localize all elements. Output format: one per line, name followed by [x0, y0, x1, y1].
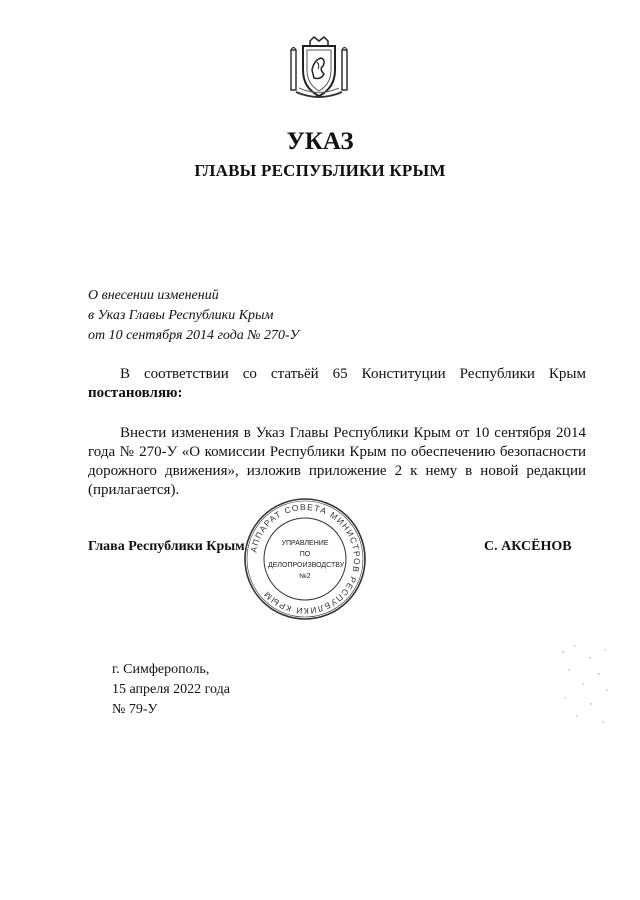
decree-paragraph: [88, 424, 586, 500]
preamble-paragraph: [88, 365, 586, 403]
decree-word: постановляю:: [88, 385, 183, 401]
city-line: г. Симферополь,: [112, 662, 210, 677]
preamble-text: В соответствии со статьёй 65 Конституции Республики Крым: [120, 366, 586, 382]
document-subtitle: ГЛАВЫ РЕСПУБЛИКИ КРЫМ: [194, 161, 446, 180]
stamp-outer-text: АППАРАТ СОВЕТА МИНИСТРОВ РЕСПУБЛИКИ КРЫМ: [248, 501, 363, 617]
scan-specks: [555, 640, 615, 730]
signatory-name: С. АКСЁНОВ: [484, 539, 572, 554]
subject-line-2: в Указ Главы Республики Крым: [88, 308, 274, 323]
date-line: 15 апреля 2022 года: [112, 682, 230, 697]
document-title: УКАЗ: [286, 128, 354, 155]
stamp-line-1: УПРАВЛЕНИЕ: [281, 540, 329, 547]
stamp-line-2: ПО: [299, 551, 311, 558]
decree-subject: [88, 286, 299, 346]
decree-paragraph-text: Внести изменения в Указ Главы Республики Крым от 10 сентября 2014 года № 270-У «О комиссии Республики Крым по обеспечению безопасности дорожного движения», изложив приложение 2 к нему в новой редакции (прилагается).: [88, 425, 586, 498]
subject-line-1: О внесении изменений: [88, 288, 219, 303]
number-line: № 79-У: [112, 702, 158, 717]
place-date-number: [112, 660, 230, 720]
stamp-line-4: №2: [299, 573, 311, 580]
signatory-position: Глава Республики Крым: [88, 539, 245, 554]
stamp-inner-text: [268, 538, 345, 582]
subject-line-3: от 10 сентября 2014 года № 270-У: [88, 328, 300, 343]
crimea-coat-of-arms-icon: [288, 36, 350, 100]
stamp-line-3: ДЕЛОПРОИЗВОДСТВУ: [268, 562, 345, 569]
